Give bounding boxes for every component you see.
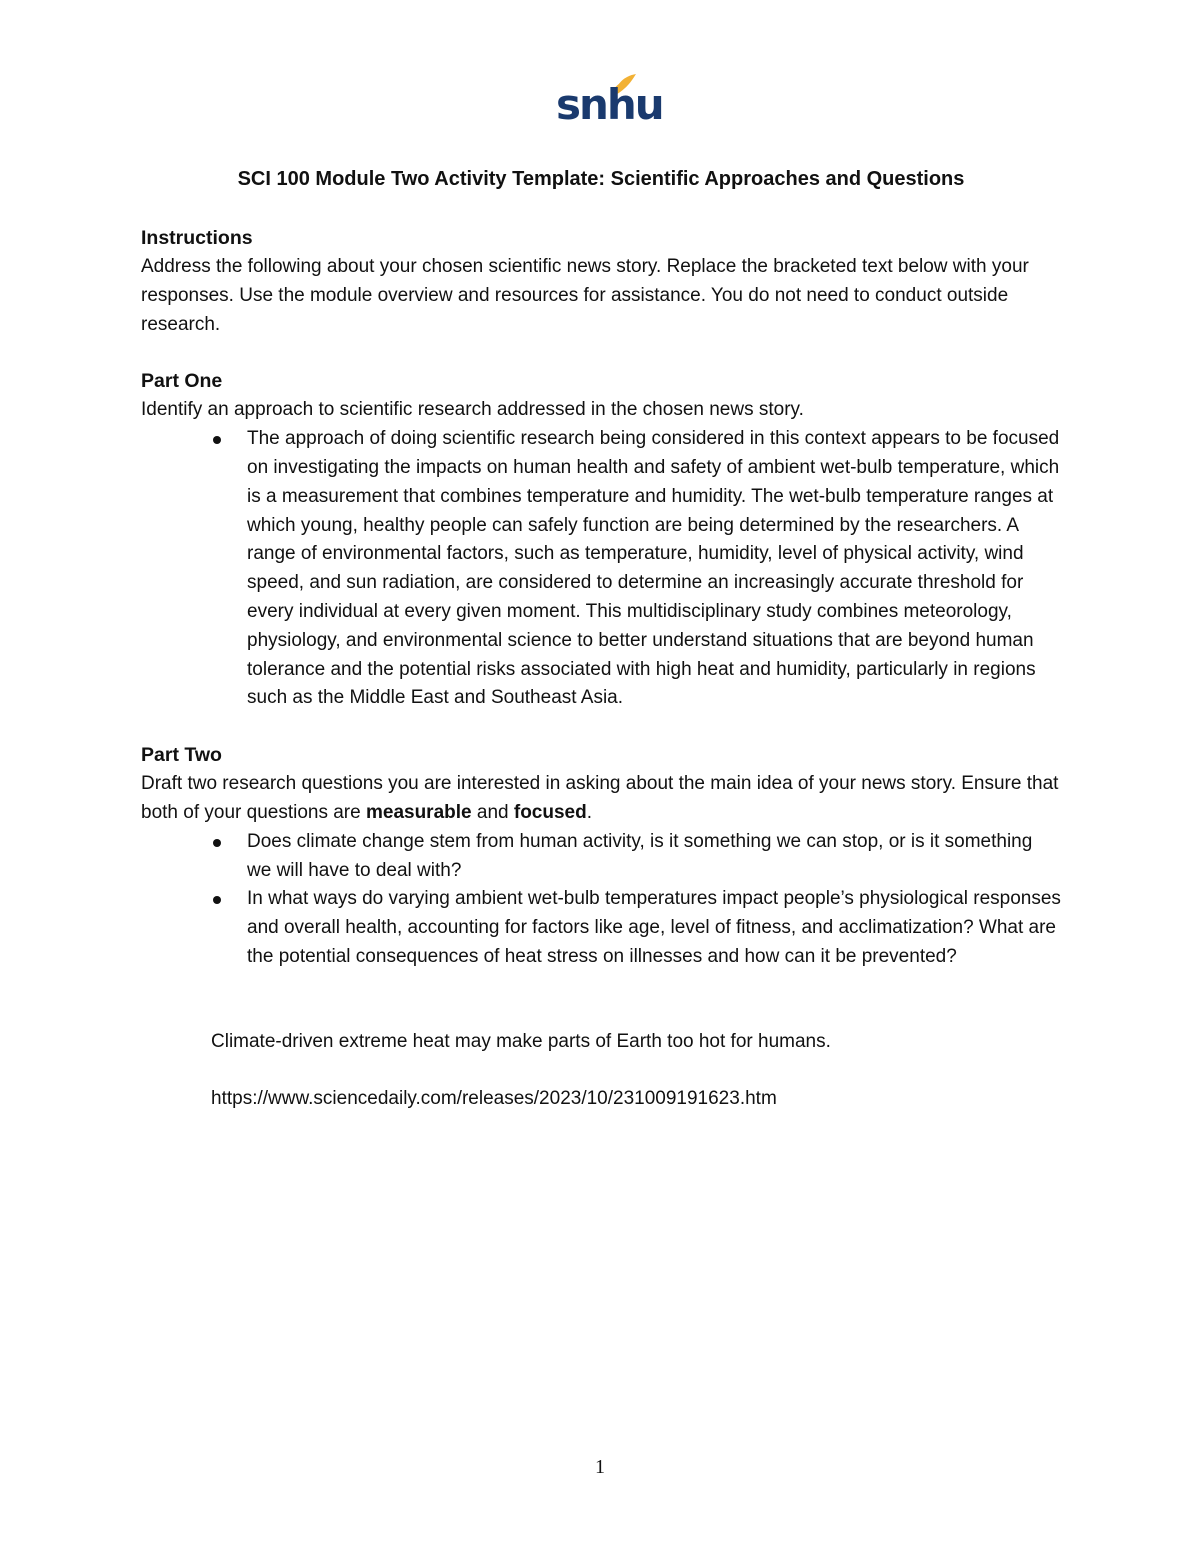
logo-wordmark: snhu xyxy=(556,80,663,129)
page-title: SCI 100 Module Two Activity Template: Scientific Approaches and Questions xyxy=(237,168,965,190)
list-item: The approach of doing scientific research being considered in this context appears to be focused on investigating the impacts on human health and safety of ambient wet-bulb temperature, which is a measurement that combines temperature and humidity. The wet-bulb temperature ranges at which young, healthy people can safely function are being determined by the researchers. A range of environmental factors, such as temperature, humidity, level of physical activity, wind speed, and sun radiation, are considered to determine an increasingly accurate threshold for every individual at every given moment. This multidisciplinary study combines meteorology, physiology, and environmental science to better understand situations that are beyond human tolerance and the potential risks associated with high heat and humidity, particularly in regions such as the Middle East and Southeast Asia. xyxy=(247,425,1061,713)
page-number: 1 xyxy=(595,1456,605,1478)
part-two-prompt-end: . xyxy=(586,801,593,823)
instructions-heading: Instructions xyxy=(141,227,253,249)
part-one-prompt: Identify an approach to scientific research addressed in the chosen news story. xyxy=(141,399,804,421)
part-two-heading: Part Two xyxy=(141,744,222,767)
list-item: Does climate change stem from human activity, is it something we can stop, or is it something we will have to deal with? xyxy=(247,828,1061,886)
news-headline: Climate-driven extreme heat may make parts of Earth too hot for humans. xyxy=(211,1030,831,1052)
part-one-list xyxy=(141,425,1061,713)
measurable-emphasis: measurable xyxy=(365,801,472,823)
instructions-text: Address the following about your chosen scientific news story. Replace the bracketed text below with your responses. Use the module overview and resources for assistance. You do not need to conduct outside research. xyxy=(141,256,1029,335)
part-two-prompt-joiner: and xyxy=(471,801,514,823)
part-one-heading: Part One xyxy=(141,370,223,393)
research-questions-list xyxy=(141,828,1061,972)
snhu-logo xyxy=(552,70,663,136)
focused-emphasis: focused xyxy=(513,801,587,823)
part-two-prompt xyxy=(141,770,1061,828)
news-url: https://www.sciencedaily.com/releases/2023/10/231009191623.htm xyxy=(211,1087,777,1109)
list-item: In what ways do varying ambient wet-bulb temperatures impact people’s physiological responses and overall health, accounting for factors like age, level of fitness, and acclimatization? What are the potential consequences of heat stress on illnesses and how can it be prevented? xyxy=(247,885,1061,971)
document-body xyxy=(141,162,1061,1113)
part-two-prompt-text: Draft two research questions you are interested in asking about the main idea of your news story. Ensure that both of your questions are xyxy=(141,773,1059,823)
